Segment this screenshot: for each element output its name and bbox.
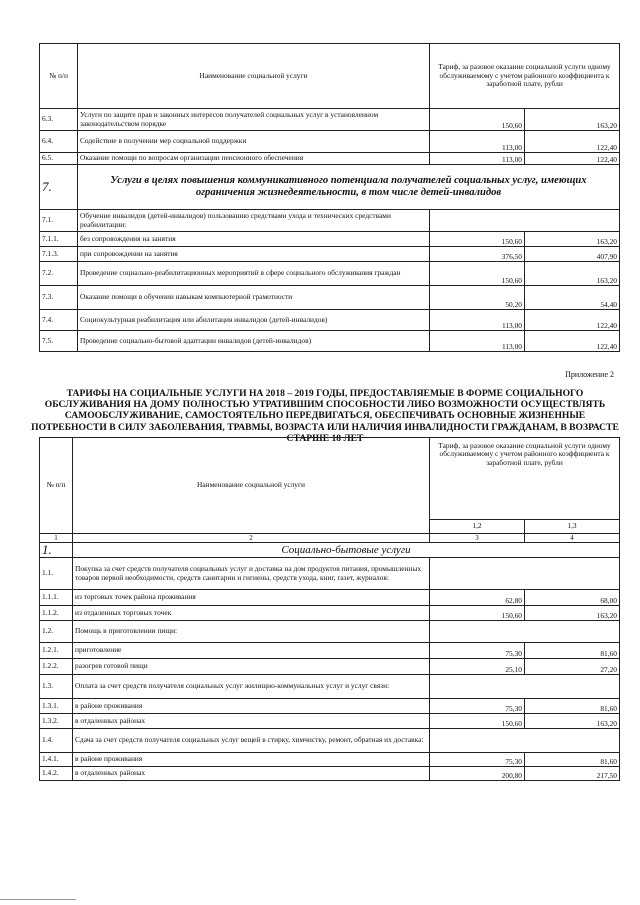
row-name: приготовление — [73, 643, 430, 659]
row-num: 1.2.1. — [40, 643, 73, 659]
row-name: Сдача за счет средств получателя социальных услуг вещей в стирку, химчистку, ремонт, обратная их доставка: — [73, 729, 430, 753]
row-value: 113,00 — [430, 153, 525, 165]
section-title: Социально-бытовые услуги — [73, 543, 620, 558]
row-name: в отдаленных районах — [73, 767, 430, 781]
row-value — [430, 729, 620, 753]
row-num: 7.5. — [40, 331, 78, 352]
footnote-rule — [0, 899, 76, 900]
row-name: Проведение социально-реабилитационных мероприятий в сфере социального обслуживания граждан — [78, 262, 430, 286]
row-name: Оказание помощи по вопросам организации пенсионного обеспечения — [78, 153, 430, 165]
row-value: 81,60 — [525, 753, 620, 767]
column-number: 3 — [430, 534, 525, 543]
row-num: 7.1. — [40, 210, 78, 232]
row-value: 163,20 — [525, 262, 620, 286]
row-value: 54,40 — [525, 286, 620, 310]
row-value: 217,50 — [525, 767, 620, 781]
row-value: 150,60 — [430, 714, 525, 729]
column-number: 1 — [40, 534, 73, 543]
row-name: без сопровождения на занятия — [78, 232, 430, 247]
row-num: 1.1.2. — [40, 606, 73, 621]
row-value: 75,30 — [430, 753, 525, 767]
row-value: 122,40 — [525, 153, 620, 165]
row-num: 1.2. — [40, 621, 73, 643]
section-num: 1. — [40, 543, 73, 558]
row-value: 62,80 — [430, 590, 525, 606]
row-value: 25,10 — [430, 659, 525, 675]
row-value: 163,20 — [525, 109, 620, 131]
row-value — [430, 558, 620, 590]
row-name: Проведение социально-бытовой адаптации инвалидов (детей-инвалидов) — [78, 331, 430, 352]
row-num: 1.3.2. — [40, 714, 73, 729]
section-num: 7. — [40, 165, 78, 210]
row-value: 50,20 — [430, 286, 525, 310]
tariff-table-2 — [39, 437, 620, 781]
row-value: 122,40 — [525, 331, 620, 352]
section-title: Услуги в целях повышения коммуникативного потенциала получателей социальных услуг, имеющих ограничения жизнедеятельности, в том числе детей-инвалидов — [78, 165, 620, 210]
row-num: 7.1.1. — [40, 232, 78, 247]
row-num: 1.1. — [40, 558, 73, 590]
row-value: 376,50 — [430, 247, 525, 262]
header-coef: 1,3 — [525, 520, 620, 534]
row-num: 7.3. — [40, 286, 78, 310]
row-name: Оказание помощи в обучении навыкам компьютерной грамотности — [78, 286, 430, 310]
row-value: 68,00 — [525, 590, 620, 606]
row-value: 75,30 — [430, 699, 525, 714]
row-value: 407,90 — [525, 247, 620, 262]
row-value: 113,00 — [430, 131, 525, 153]
row-num: 1.4.1. — [40, 753, 73, 767]
row-num: 7.4. — [40, 310, 78, 331]
row-value: 150,60 — [430, 606, 525, 621]
row-value: 122,40 — [525, 310, 620, 331]
row-value — [430, 210, 620, 232]
header-num: № п/п — [40, 44, 78, 109]
row-value: 75,30 — [430, 643, 525, 659]
header-tariff: Тариф, за разовое оказание социальной услуги одному обслуживаемому с учетом районного коэффициента к заработной плате, рубли — [430, 438, 620, 520]
row-value: 81,60 — [525, 699, 620, 714]
row-num: 1.4.2. — [40, 767, 73, 781]
header-name: Наименование социальной услуги — [78, 44, 430, 109]
row-name: из торговых точек района проживания — [73, 590, 430, 606]
row-name: Социокультурная реабилитация или абилитация инвалидов (детей-инвалидов) — [78, 310, 430, 331]
header-tariff: Тариф, за разовое оказание социальной услуги одному обслуживаемому с учетом районного коэффициента к заработной плате, рубли — [430, 44, 620, 109]
row-num: 1.3. — [40, 675, 73, 699]
row-name: в районе проживания — [73, 699, 430, 714]
row-value: 113,00 — [430, 310, 525, 331]
row-num: 6.4. — [40, 131, 78, 153]
row-value: 27,20 — [525, 659, 620, 675]
row-name: из отдаленных торговых точек — [73, 606, 430, 621]
row-num: 7.1.3. — [40, 247, 78, 262]
row-name: Помощь в приготовлении пищи: — [73, 621, 430, 643]
appendix-label: Приложение 2 — [565, 370, 614, 379]
row-name: Покупка за счет средств получателя социальных услуг и доставка на дом продуктов питания, промышленных товаров первой необходимости, средств санитарии и гигиены, средств ухода, книг, газет, журналов: — [73, 558, 430, 590]
row-value — [430, 675, 620, 699]
row-name: Услуги по защите прав и законных интересов получателей социальных услуг в установленном законодательством порядке — [78, 109, 430, 131]
row-num: 1.2.2. — [40, 659, 73, 675]
row-value: 150,60 — [430, 262, 525, 286]
row-value: 113,00 — [430, 331, 525, 352]
row-value — [430, 621, 620, 643]
row-value: 150,60 — [430, 109, 525, 131]
row-num: 7.2. — [40, 262, 78, 286]
row-num: 1.4. — [40, 729, 73, 753]
row-value: 200,80 — [430, 767, 525, 781]
page-title: ТАРИФЫ НА СОЦИАЛЬНЫЕ УСЛУГИ НА 2018 – 2019 ГОДЫ, ПРЕДОСТАВЛЯЕМЫЕ В ФОРМЕ СОЦИАЛЬНОГО ОБСЛУЖИВАНИЯ НА ДОМУ ПОЛНОСТЬЮ УТРАТИВШИМ СПОСОБНОСТИ ЛИБО ВОЗМОЖНОСТИ ОСУЩЕСТВЛЯТЬ САМООБСЛУЖИВАНИЕ, САМОСТОЯТЕЛЬНО ПЕРЕДВИГАТЬСЯ, ОБЕСПЕЧИВАТЬ ОСНОВНЫЕ ЖИЗНЕННЫЕ ПОТРЕБНОСТИ В СИЛУ ЗАБОЛЕВАНИЯ, ТРАВМЫ, ВОЗРАСТА ИЛИ НАЛИЧИЯ ИНВАЛИДНОСТИ ГРАЖДАНАМ, В ВОЗРАСТЕ СТАРШЕ 18 ЛЕТ — [31, 388, 619, 444]
row-num: 1.1.1. — [40, 590, 73, 606]
row-value: 150,60 — [430, 232, 525, 247]
header-name: Наименование социальной услуги — [73, 438, 430, 534]
row-value: 81,60 — [525, 643, 620, 659]
row-value: 163,20 — [525, 606, 620, 621]
tariff-table-1 — [39, 43, 620, 352]
column-number: 2 — [73, 534, 430, 543]
row-name: Содействие в получении мер социальной поддержки — [78, 131, 430, 153]
row-name: при сопровождении на занятия — [78, 247, 430, 262]
row-value: 163,20 — [525, 714, 620, 729]
row-value: 122,40 — [525, 131, 620, 153]
row-name: разогрев готовой пищи — [73, 659, 430, 675]
row-value: 163,20 — [525, 232, 620, 247]
row-num: 1.3.1. — [40, 699, 73, 714]
row-num: 6.5. — [40, 153, 78, 165]
row-name: в отдаленных районах — [73, 714, 430, 729]
row-num: 6.3. — [40, 109, 78, 131]
row-name: в районе проживания — [73, 753, 430, 767]
header-coef: 1,2 — [430, 520, 525, 534]
header-num: № п/п — [40, 438, 73, 534]
row-name: Обучение инвалидов (детей-инвалидов) пользованию средствами ухода и технических средствами реабилитации: — [78, 210, 430, 232]
column-number: 4 — [525, 534, 620, 543]
row-name: Оплата за счет средств получателя социальных услуг жилищно-коммунальных услуг и услуг связи: — [73, 675, 430, 699]
